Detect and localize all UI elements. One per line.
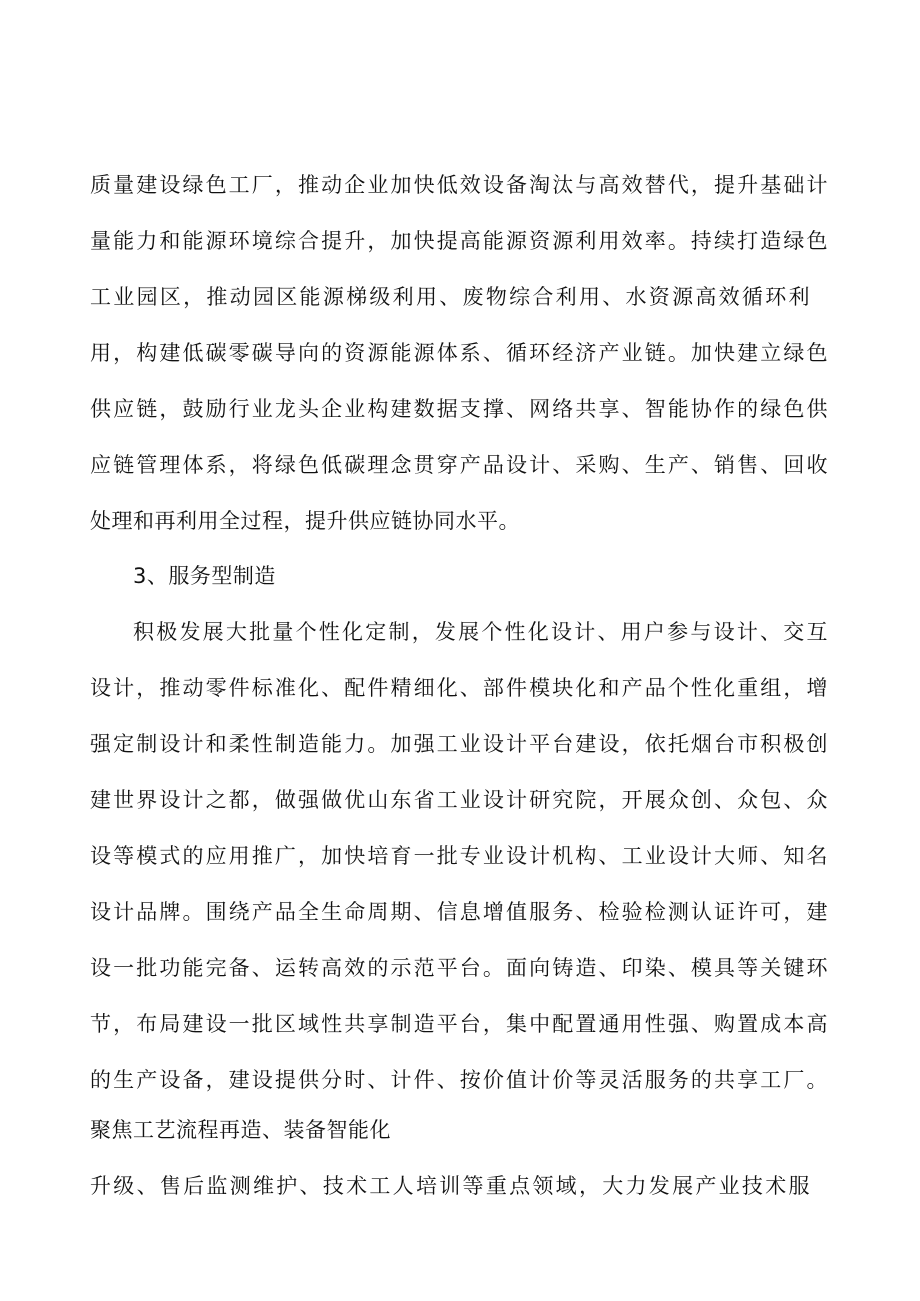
- paragraph-line: 质量建设绿色工厂，推动企业加快低效设备淘汰与高效替代，提升基础计: [90, 173, 830, 197]
- paragraph-line: 节，布局建设一批区域性共享制造平台，集中配置通用性强、购置成本高: [90, 1012, 830, 1036]
- paragraph-line: 积极发展大批量个性化定制，发展个性化设计、用户参与设计、交互: [133, 620, 830, 644]
- paragraph-line: 升级、售后监测维护、技术工人培训等重点领域，大力发展产业技术服: [90, 1174, 812, 1198]
- paragraph-line: 工业园区，推动园区能源梯级利用、废物综合利用、水资源高效循环利: [90, 285, 812, 309]
- paragraph-line: 的生产设备，建设提供分时、计件、按价值计价等灵活服务的共享工厂。: [90, 1068, 830, 1092]
- paragraph-line: 用，构建低碳零碳导向的资源能源体系、循环经济产业链。加快建立绿色: [90, 341, 830, 365]
- paragraph-line: 设计品牌。围绕产品全生命周期、信息增值服务、检验检测认证许可，建: [90, 900, 830, 924]
- paragraph-line: 建世界设计之都，做强做优山东省工业设计研究院，开展众创、众包、众: [90, 788, 830, 812]
- paragraph-line: 应链管理体系，将绿色低碳理念贯穿产品设计、采购、生产、销售、回收: [90, 453, 830, 477]
- paragraph-line: 强定制设计和柔性制造能力。加强工业设计平台建设，依托烟台市积极创: [90, 732, 830, 756]
- paragraph-line: 设等模式的应用推广，加快培育一批专业设计机构、工业设计大师、知名: [90, 844, 830, 868]
- paragraph-line: 聚焦工艺流程再造、装备智能化: [90, 1118, 391, 1142]
- paragraph-line: 设计，推动零件标准化、配件精细化、部件模块化和产品个性化重组，增: [90, 676, 830, 700]
- section-heading: 3、服务型制造: [133, 564, 276, 588]
- paragraph-line: 设一批功能完备、运转高效的示范平台。面向铸造、印染、模具等关键环: [90, 956, 830, 980]
- paragraph-line: 供应链，鼓励行业龙头企业构建数据支撑、网络共享、智能协作的绿色供: [90, 397, 830, 421]
- paragraph-line: 处理和再利用全过程，提升供应链协同水平。: [90, 509, 520, 533]
- paragraph-line: 量能力和能源环境综合提升，加快提高能源资源利用效率。持续打造绿色: [90, 229, 830, 253]
